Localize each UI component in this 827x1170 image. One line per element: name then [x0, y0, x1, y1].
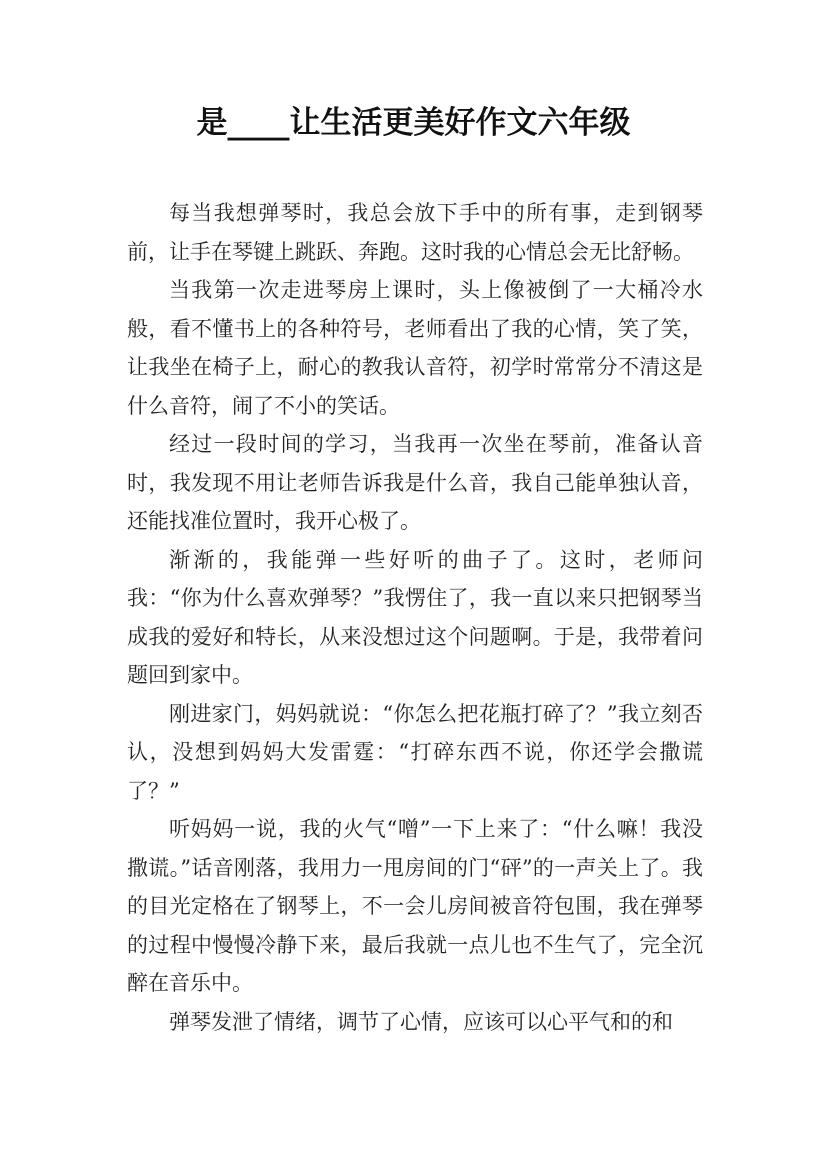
paragraph-6: 听妈妈一说，我的火气“噌”一下上来了：“什么嘛！我没撒谎。”话音刚落，我用力一甩房间的门“砰”的一声关上了。我的目光定格在了钢琴上，不一会儿房间被音符包围，我在弹琴的过程中慢慢冷静下来，最后我就一点儿也不生气了，完全沉醉在音乐中。: [127, 817, 703, 995]
paragraph-7: 弹琴发泄了情绪，调节了心情，应该可以心平气和的和: [169, 1009, 673, 1034]
paragraph-3: 经过一段时间的学习，当我再一次坐在琴前，准备认音时，我发现不用让老师告诉我是什么音，我自己能单独认音，还能找准位置时，我开心极了。: [127, 432, 703, 533]
page-title: 是____让生活更美好作文六年级: [196, 105, 631, 141]
paragraph-4: 渐渐的，我能弹一些好听的曲子了。这时，老师问我：“你为什么喜欢弹琴？”我愣住了，我一直以来只把钢琴当成我的爱好和特长，从来没想过这个问题啊。于是，我带着问题回到家中。: [127, 547, 703, 687]
paragraph-1: 每当我想弹琴时，我总会放下手中的所有事，走到钢琴前，让手在琴键上跳跃、奔跑。这时我的心情总会无比舒畅。: [127, 201, 703, 264]
paragraph-5: 刚进家门，妈妈就说：“你怎么把花瓶打碎了？”我立刻否认，没想到妈妈大发雷霆：“打碎东西不说，你还学会撒谎了？”: [127, 701, 703, 803]
paragraph-2: 当我第一次走进琴房上课时，头上像被倒了一大桶冷水般，看不懂书上的各种符号，老师看出了我的心情，笑了笑，让我坐在椅子上，耐心的教我认音符，初学时常常分不清这是什么音符，闹了不小的笑话。: [127, 278, 703, 418]
essay-body: [127, 194, 703, 1041]
